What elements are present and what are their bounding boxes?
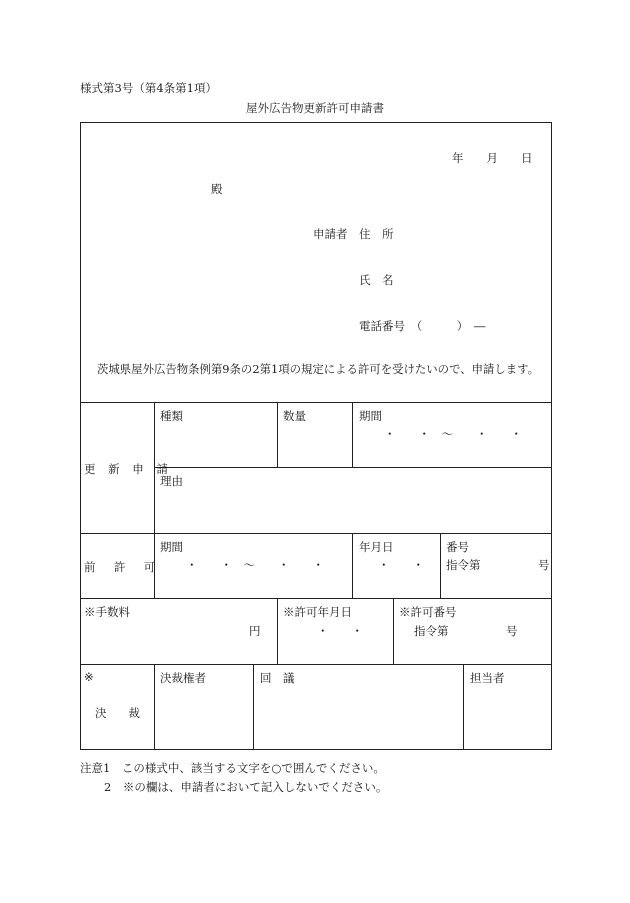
previous-period-value[interactable]: ・ ・ ～ ・ ・ — [186, 558, 324, 572]
divider — [440, 533, 441, 598]
applicant-label: 申請者 — [313, 227, 348, 241]
divider — [80, 664, 552, 665]
name-field[interactable]: 氏 名 — [359, 273, 394, 287]
previous-number-value[interactable]: 指令第 号 — [446, 558, 550, 572]
period-value[interactable]: ・ ・ ～ ・ ・ — [384, 427, 522, 441]
divider — [277, 598, 278, 664]
previous-date-value[interactable]: ・ ・ — [378, 558, 424, 572]
decision-mark: ※ — [84, 670, 94, 684]
permit-date-value: ・ ・ — [317, 624, 363, 638]
note-2: 2 ※の欄は、申請者において記入しないでください。 — [104, 780, 388, 794]
previous-period-label[interactable]: 期間 — [160, 540, 183, 554]
permit-number-label: ※許可番号 — [399, 605, 457, 619]
divider — [154, 467, 552, 468]
kind-label[interactable]: 種類 — [160, 409, 183, 423]
permit-date-label: ※許可年月日 — [283, 605, 352, 619]
form-title: 屋外広告物更新許可申請書 — [246, 101, 384, 115]
divider — [352, 402, 353, 467]
note-1: 注意1 この様式中、該当する文字を○で囲んでください。 — [80, 761, 385, 775]
fee-unit: 円 — [249, 624, 261, 638]
divider — [393, 598, 394, 664]
period-label[interactable]: 期間 — [359, 409, 382, 423]
permit-number-value: 指令第 号 — [414, 624, 518, 638]
person-in-charge-label: 担当者 — [470, 671, 505, 685]
reason-label[interactable]: 理由 — [160, 474, 183, 488]
fee-label: ※手数料 — [84, 605, 130, 619]
divider — [463, 664, 464, 750]
circulation-label: 回 議 — [260, 671, 295, 685]
address-field[interactable]: 住 所 — [359, 227, 394, 241]
date-line[interactable]: 年 月 日 — [452, 151, 533, 165]
application-statement: 茨城県屋外広告物条例第9条の2第1項の規定による許可を受けたいので、申請します。 — [97, 362, 540, 376]
phone-field[interactable]: 電話番号 （ ） ― — [359, 319, 486, 333]
divider — [80, 402, 552, 403]
previous-number-label[interactable]: 番号 — [446, 540, 469, 554]
divider — [80, 533, 552, 534]
divider — [352, 533, 353, 598]
quantity-label[interactable]: 数量 — [283, 409, 306, 423]
divider — [277, 402, 278, 467]
addressee: 殿 — [211, 182, 223, 196]
authority-label: 決裁権者 — [160, 671, 206, 685]
previous-date-label[interactable]: 年月日 — [359, 540, 394, 554]
form-number: 様式第3号（第4条第1項） — [80, 81, 217, 95]
divider — [253, 664, 254, 750]
renewal-label: 更新申請 — [84, 462, 181, 476]
decision-label: 決裁 — [95, 706, 162, 720]
previous-permit-label: 前許可 — [84, 560, 174, 574]
divider — [80, 598, 552, 599]
